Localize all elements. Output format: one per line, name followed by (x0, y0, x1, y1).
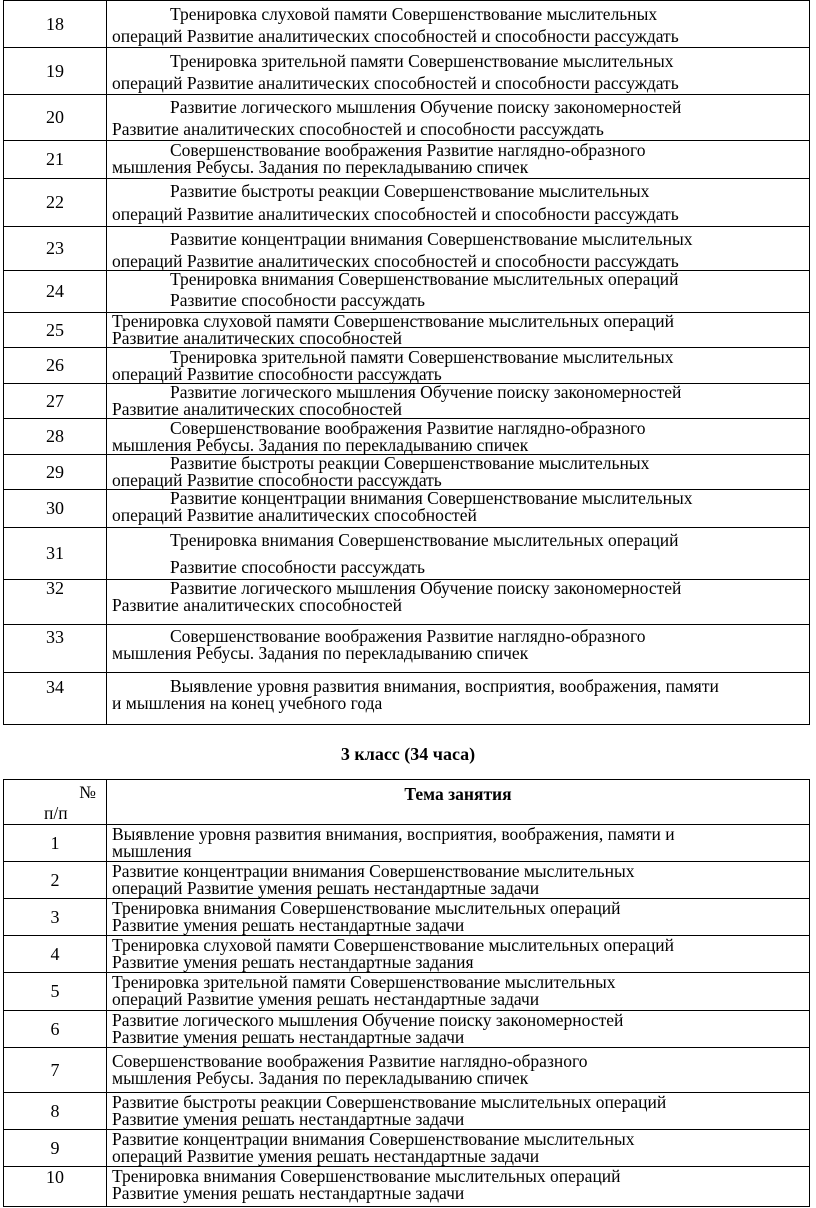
table-row (4, 227, 810, 271)
row-number: 2 (4, 862, 107, 899)
row-topic: Тренировка внимания Совершенствование мыслительных операций Развитие умения решать нестандартные задачи (107, 1167, 810, 1207)
row-topic: Тренировка слуховой памяти Совершенствование мыслительных операций Развитие аналитических способностей (107, 313, 810, 348)
row-number: 6 (4, 1011, 107, 1048)
table-row (4, 825, 810, 862)
row-number: 32 (4, 580, 107, 625)
row-topic: Выявление уровня развития внимания, восприятия, воображения, памяти и мышления (107, 825, 810, 862)
table-row (4, 1, 810, 48)
row-number: 20 (4, 95, 107, 141)
table-row (4, 348, 810, 384)
lessons-table-grade3 (3, 779, 810, 1207)
row-topic: Выявление уровня развития внимания, восприятия, воображения, памяти и мышления на конец учебного года (107, 673, 810, 725)
row-number: 28 (4, 419, 107, 455)
table-row (4, 490, 810, 528)
row-number: 9 (4, 1130, 107, 1167)
table-row (4, 973, 810, 1011)
row-topic: Тренировка слуховой памяти Совершенствование мыслительных операций Развитие умения решать нестандартные задания (107, 936, 810, 973)
row-number: 21 (4, 141, 107, 179)
lessons-table-continued (3, 0, 810, 725)
table-row (4, 1093, 810, 1130)
row-number: 3 (4, 899, 107, 936)
row-topic: Развитие быстроты реакции Совершенствование мыслительных операций Развитие умения решать нестандартные задачи (107, 1093, 810, 1130)
table-row (4, 1011, 810, 1048)
topic-header: Тема занятия (107, 780, 810, 825)
table-row (4, 625, 810, 673)
row-topic: Тренировка внимания Совершенствование мыслительных операций Развитие способности рассуждать (107, 528, 810, 580)
table-row (4, 141, 810, 179)
table-row (4, 1130, 810, 1167)
row-topic: Тренировка внимания Совершенствование мыслительных операций Развитие способности рассуждать (107, 271, 810, 313)
number-header: № п/п (4, 780, 107, 825)
row-number: 10 (4, 1167, 107, 1207)
row-number: 30 (4, 490, 107, 528)
table-row (4, 419, 810, 455)
table-row (4, 455, 810, 490)
row-number: 31 (4, 528, 107, 580)
table-row (4, 1167, 810, 1207)
row-topic: Развитие логического мышления Обучение поиску закономерностей Развитие аналитических способностей (107, 384, 810, 419)
row-topic: Развитие быстроты реакции Совершенствование мыслительных операций Развитие аналитических способностей и способности рассуждать (107, 179, 810, 227)
row-topic: Совершенствование воображения Развитие наглядно-образного мышления Ребусы. Задания по перекладыванию спичек (107, 419, 810, 455)
row-number: 8 (4, 1093, 107, 1130)
section-caption: 3 класс (34 часа) (340, 744, 476, 764)
row-number: 25 (4, 313, 107, 348)
row-number: 23 (4, 227, 107, 271)
row-number: 18 (4, 1, 107, 48)
row-number: 26 (4, 348, 107, 384)
row-number: 27 (4, 384, 107, 419)
row-number: 24 (4, 271, 107, 313)
row-topic: Развитие концентрации внимания Совершенствование мыслительных операций Развитие умения решать нестандартные задачи (107, 862, 810, 899)
row-number: 22 (4, 179, 107, 227)
row-number: 1 (4, 825, 107, 862)
row-topic: Развитие логического мышления Обучение поиску закономерностей Развитие аналитических способностей и способности рассуждать (107, 95, 810, 141)
table-row (4, 1048, 810, 1093)
row-number: 34 (4, 673, 107, 725)
row-topic: Совершенствование воображения Развитие наглядно-образного мышления Ребусы. Задания по перекладыванию спичек (107, 141, 810, 179)
table-row (4, 580, 810, 625)
row-topic: Развитие концентрации внимания Совершенствование мыслительных операций Развитие аналитических способностей (107, 490, 810, 528)
table-row (4, 384, 810, 419)
row-topic: Тренировка слуховой памяти Совершенствование мыслительных операций Развитие аналитических способностей и способности рассуждать (107, 1, 810, 48)
row-number: 29 (4, 455, 107, 490)
row-topic: Тренировка зрительной памяти Совершенствование мыслительных операций Развитие умения решать нестандартные задачи (107, 973, 810, 1011)
row-number: 5 (4, 973, 107, 1011)
row-topic: Тренировка зрительной памяти Совершенствование мыслительных операций Развитие способности рассуждать (107, 348, 810, 384)
row-topic: Тренировка зрительной памяти Совершенствование мыслительных операций Развитие аналитических способностей и способности рассуждать (107, 48, 810, 95)
table-header-row (4, 780, 810, 825)
row-topic: Развитие быстроты реакции Совершенствование мыслительных операций Развитие способности рассуждать (107, 455, 810, 490)
row-number: 33 (4, 625, 107, 673)
row-topic: Развитие концентрации внимания Совершенствование мыслительных операций Развитие умения решать нестандартные задачи (107, 1130, 810, 1167)
row-topic: Развитие концентрации внимания Совершенствование мыслительных операций Развитие аналитических способностей и способности рассуждать (107, 227, 810, 271)
table-row (4, 271, 810, 313)
row-topic: Совершенствование воображения Развитие наглядно-образного мышления Ребусы. Задания по перекладыванию спичек (107, 625, 810, 673)
row-topic: Развитие логического мышления Обучение поиску закономерностей Развитие аналитических способностей (107, 580, 810, 625)
table-row (4, 673, 810, 725)
table-row (4, 95, 810, 141)
table-row (4, 313, 810, 348)
table-row (4, 179, 810, 227)
row-topic: Развитие логического мышления Обучение поиску закономерностей Развитие умения решать нестандартные задачи (107, 1011, 810, 1048)
row-number: 19 (4, 48, 107, 95)
table-row (4, 899, 810, 936)
row-number: 4 (4, 936, 107, 973)
table-row (4, 528, 810, 580)
table-row (4, 862, 810, 899)
row-topic: Тренировка внимания Совершенствование мыслительных операций Развитие умения решать нестандартные задачи (107, 899, 810, 936)
table-row (4, 936, 810, 973)
row-number: 7 (4, 1048, 107, 1093)
row-topic: Совершенствование воображения Развитие наглядно-образного мышления Ребусы. Задания по перекладыванию спичек (107, 1048, 810, 1093)
table-row (4, 48, 810, 95)
